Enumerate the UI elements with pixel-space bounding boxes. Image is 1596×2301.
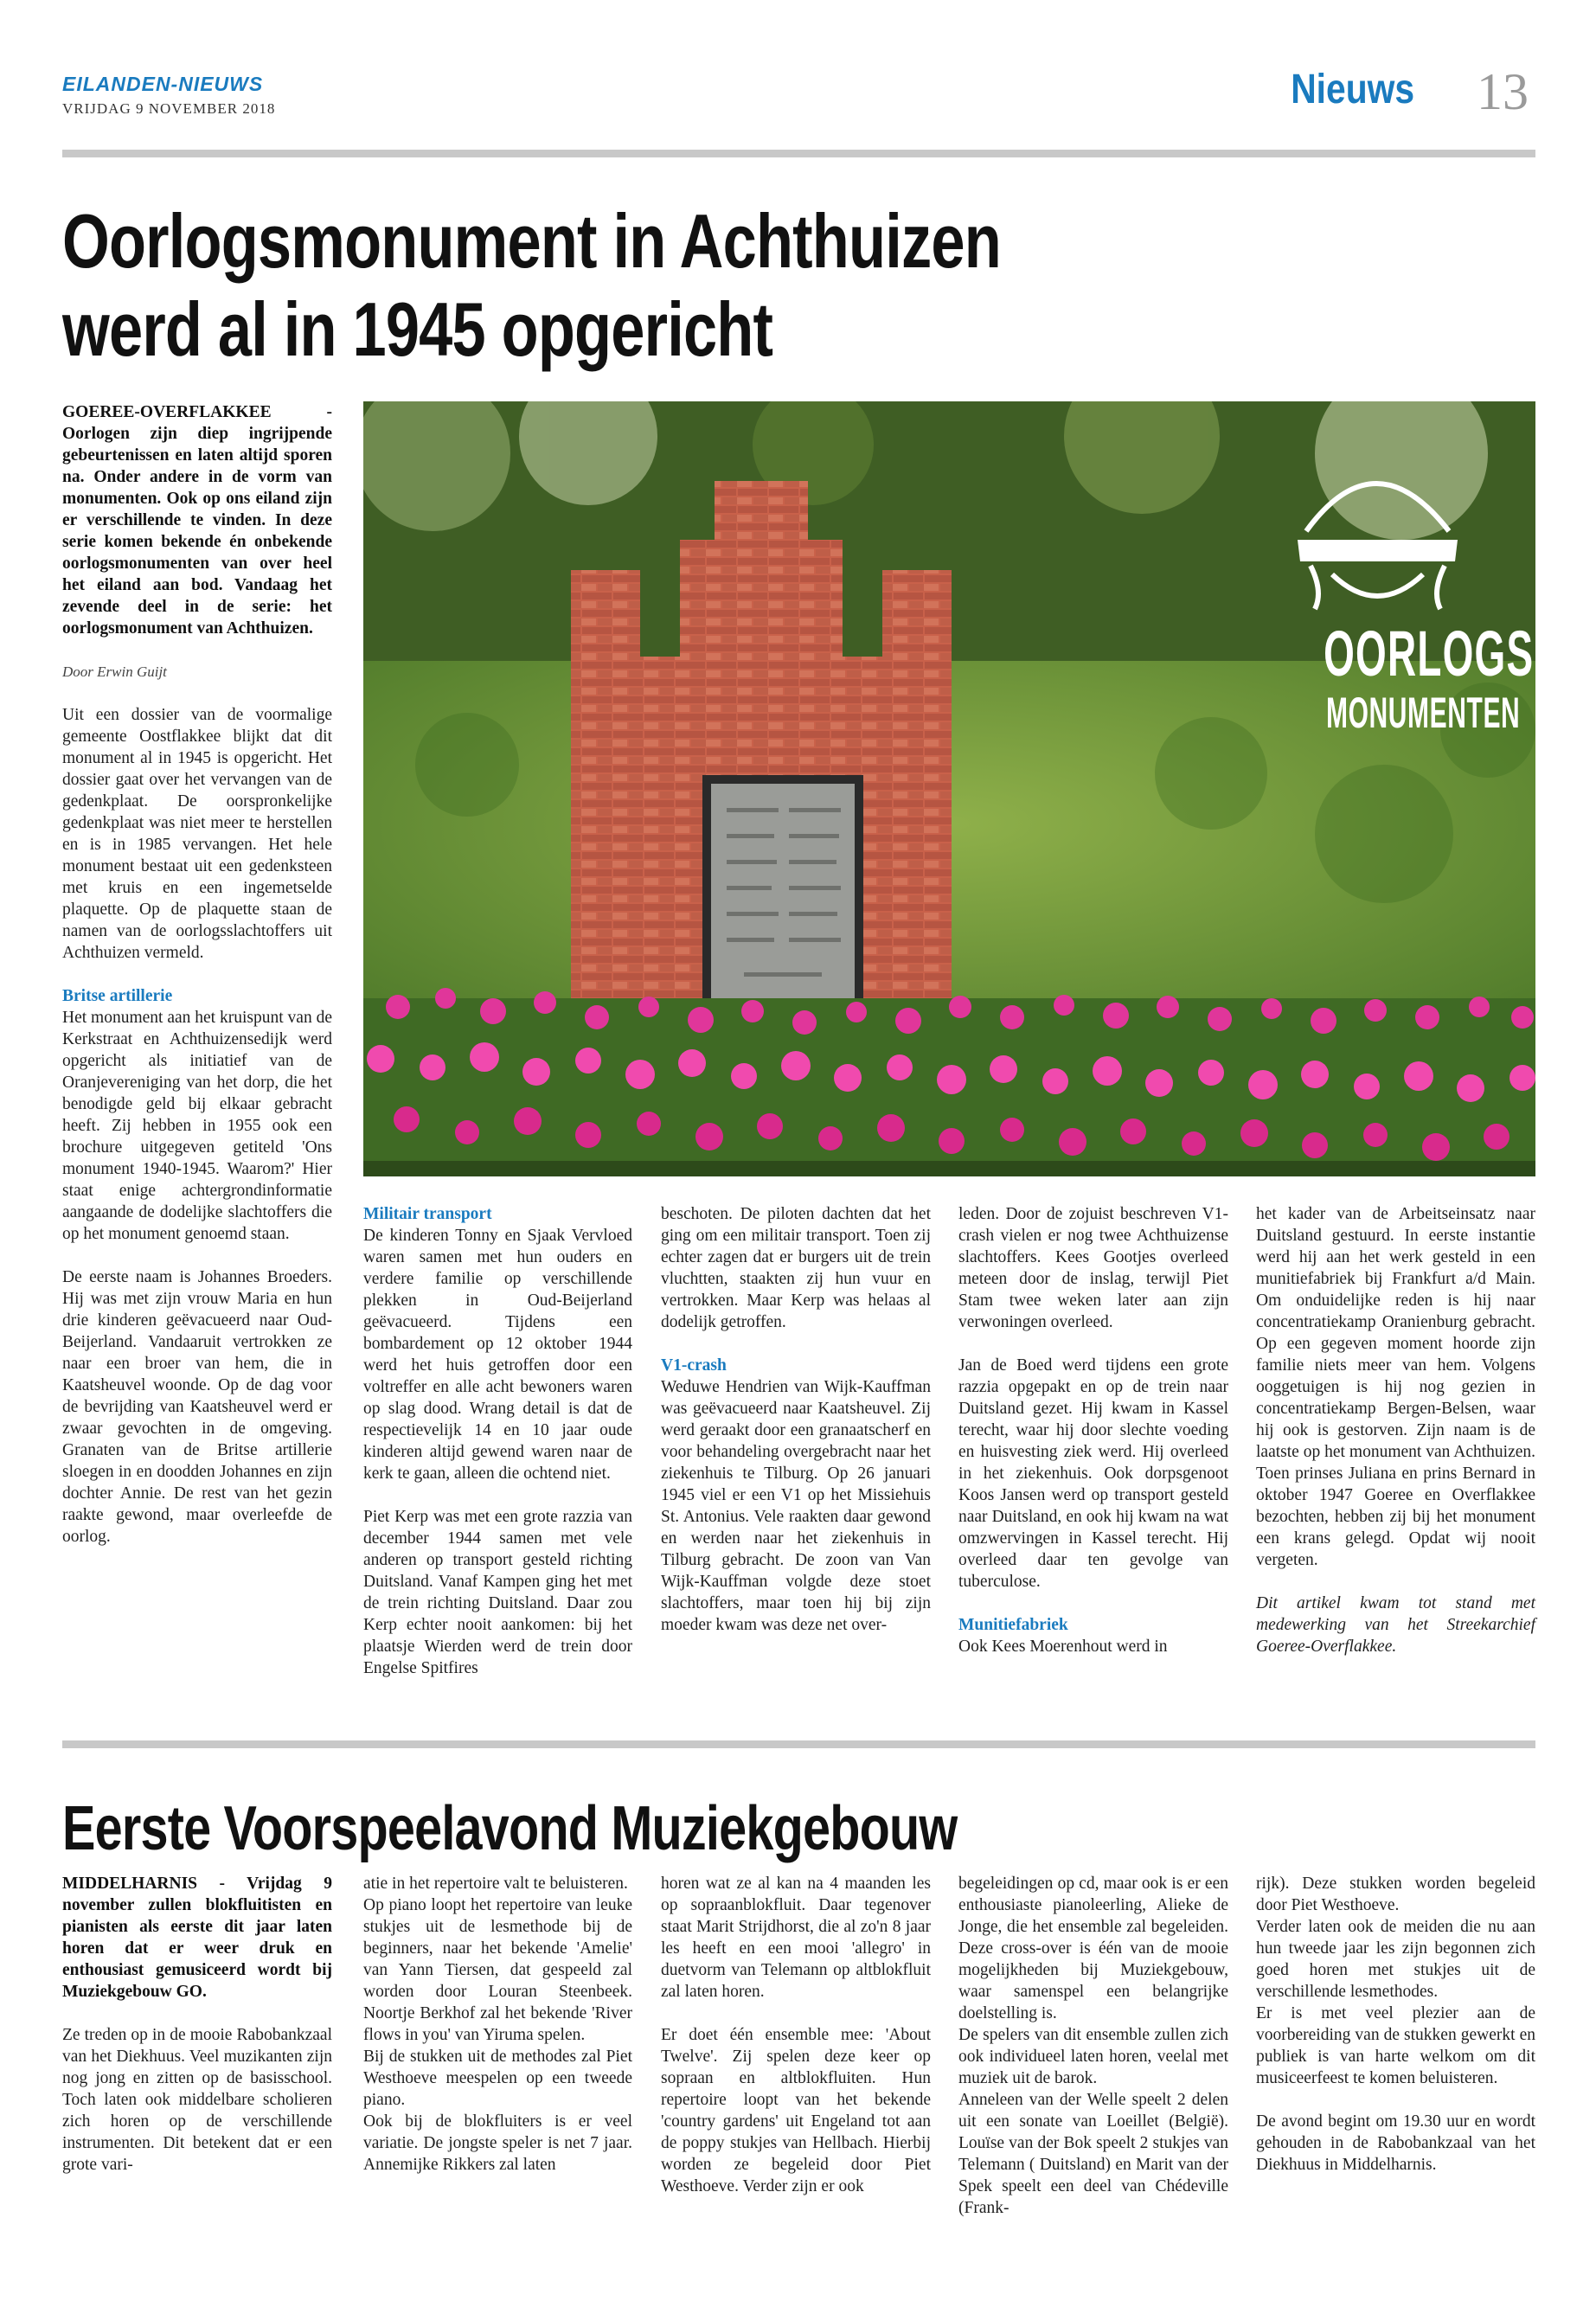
- top-rule: [62, 150, 1535, 157]
- article2-headline: Eerste Voorspeelavond Muziekgebouw: [62, 1794, 958, 1863]
- article-paragraph: Er is met veel plezier aan de voorbereiding van de stukken gewerkt en publiek is van harte welkom om dit musiceerfeest te komen beluisteren.: [1256, 2004, 1535, 2087]
- logo-line-2: MONUMENTEN: [1326, 689, 1521, 737]
- article2-column-4: [958, 1873, 1228, 2219]
- subheading: Militair transport: [363, 1205, 492, 1223]
- section-label: Nieuws: [1291, 67, 1414, 112]
- monument-photo: [363, 401, 1535, 1176]
- masthead: EILANDEN-NIEUWS: [62, 73, 264, 95]
- subheading: Britse artillerie: [62, 987, 173, 1005]
- article-paragraph: Het monument aan het kruispunt van de Kerkstraat en Achthuizensedijk werd opgericht als initiatief van de Oranjevereniging van het dorp, die het benodigde geld bij elkaar gebracht heeft. Zij hebben in 1955 ook een brochure uitgegeven getiteld 'Ons monument 1940-1945. Waarom?' Hier staat enige achtergrondinformatie aangaande de dodelijke slachtoffers die op het monument genoemd staan.: [62, 1009, 332, 1243]
- article2-column-1: [62, 1873, 332, 2197]
- article-paragraph: Ook bij de blokfluiters is er veel variatie. De jongste speler is net 7 jaar. Annemijke Rikkers zal laten: [363, 2112, 632, 2174]
- article-paragraph: atie in het repertoire valt te beluisteren.: [363, 1875, 628, 1893]
- article2-column-3: [661, 1873, 931, 2219]
- article-paragraph: Piet Kerp was met een grote razzia van december 1944 samen met vele anderen op transport gesteld richting Duitsland. Vanaf Kampen ging het met de trein richting Duitsland. Daar zou Kerp echter nooit aankomen: bij het plaatsje Wierden werd de trein door Engelse Spitfires: [363, 1508, 632, 1677]
- article-paragraph: Anneleen van der Welle speelt 2 delen uit een sonate van Loeillet (België). Louïse van der Bok speelt 2 stukjes van Telemann ( Duitsland) en Marit van der Spek speelt een deel van Chédeville (Frank-: [958, 2091, 1228, 2217]
- article-lead: GOEREE-OVERFLAKKEE - Oorlogen zijn diep ingrijpende gebeurtenissen en laten altijd sporen na. Onder andere in de vorm van monumenten. Ook op ons eiland zijn er verschillende te vinden. In deze serie komen bekende én onbekende oorlogsmonumenten van over heel het eiland aan bod. Vandaag het zevende deel in de serie: het oorlogsmonument van Achthuizen.: [62, 403, 332, 638]
- article-paragraph: Ze treden op in de mooie Rabobankzaal van het Diekhuus. Veel muzikanten zijn nog jong en zitten op de basisschool. Toch laten ook middelbare scholieren zich horen op de verschillende instrumenten. Dit betekent dat er een grote vari-: [62, 2026, 332, 2174]
- article-column-1: [62, 401, 332, 1569]
- article-paragraph: rijk). Deze stukken worden begeleid door Piet Westhoeve.: [1256, 1875, 1535, 1914]
- issue-date: VRIJDAG 9 NOVEMBER 2018: [62, 100, 276, 117]
- article-paragraph: beschoten. De piloten dachten dat het ging om een militair transport. Toen zij echter zagen dat er burgers uit de trein vluchtten, staakten zij hun vuur en vertrokken. Maar Kerp was helaas al dodelijk getroffen.: [661, 1205, 931, 1331]
- article-paragraph: Op piano loopt het repertoire van leuke stukjes uit de lesmethode bij de beginners, naar het bekende 'Amelie' van Yann Tiersen, dat gespeeld zal worden door Louran Steenbeek. Noortje Berkhof zal het bekende 'River flows in you' van Yiruma spelen.: [363, 1896, 632, 2044]
- article-paragraph: Bij de stukken uit de methodes zal Piet Westhoeve meespelen op een tweede piano.: [363, 2048, 632, 2109]
- article-paragraph: De eerste naam is Johannes Broeders. Hij was met zijn vrouw Maria en hun drie kinderen geëvacueerd naar Oud-Beijerland. Vandaaruit vertrokken ze naar een broer van hem, die in Kaatsheuvel woonde. Op de dag voor de bevrijding van Kaatsheuvel werd er zwaar gevochten in de omgeving. Granaten van de Britse artillerie sloegen in en doodden Johannes en zijn dochter Annie. De rest van het gezin raakte gewond, maar overleefde de oorlog.: [62, 1268, 332, 1546]
- article-paragraph: het kader van de Arbeitseinsatz naar Duitsland gestuurd. In eerste instantie werd hij aan het werk gesteld in een munitiefabriek bij Frankfurt a/d Main. Om onduidelijke reden is hij naar concentratiekamp Oranienburg gebracht. Op een gegeven moment hoorde zijn familie niets meer van hem. Volgens ooggetuigen is hij nog gezien in concentratiekamp Bergen-Belsen, waar hij ook is gestorven. Zijn naam is de laatste op het monument van Achthuizen. Toen prinses Juliana en prins Bernard in oktober 1947 Goeree en Overflakkee bezochten, hebben zij bij het monument een krans gelegd. Opdat wij nooit vergeten.: [1256, 1205, 1535, 1569]
- logo-line-1: OORLOGS: [1324, 618, 1535, 689]
- article2-column-5: [1256, 1873, 1535, 2197]
- article2-lead: MIDDELHARNIS - Vrijdag 9 november zullen blokfluitisten en pianisten als eerste dit jaar laten horen dat er weer druk en enthousiast gemusiceerd wordt bij Muziekgebouw GO.: [62, 1875, 332, 2001]
- article-paragraph: Ook Kees Moerenhout werd in: [958, 1638, 1168, 1656]
- headline-line-1: Oorlogsmonument in Achthuizen: [62, 198, 1001, 284]
- article-paragraph: De kinderen Tonny en Sjaak Vervloed waren samen met hun ouders en verdere familie op verschillende plekken in Oud-Beijerland geëvacueerd. Tijdens een bombardement op 12 oktober 1944 werd het huis getroffen door een voltreffer en alle acht bewoners waren op slag dood. Wrang detail is dat de respectievelijk 14 en 10 jaar oude kinderen altijd gewend waren naar de kerk te gaan, alleen die ochtend niet.: [363, 1227, 632, 1483]
- article-paragraph: horen wat ze al kan na 4 maanden les op sopraanblokfluit. Daar tegenover staat Marit Strijdhorst, die al zo'n 8 jaar les heeft en een mooi 'allegro' in duetvorm van Telemann op altblokfluit zal laten horen.: [661, 1875, 931, 2001]
- article-paragraph: leden. Door de zojuist beschreven V1-crash vielen er nog twee Achthuizense slachtoffers. Kees Gootjes overleed meteen door de inslag, terwijl Piet Stam twee weken later aan zijn verwoningen overleed.: [958, 1205, 1228, 1331]
- article-paragraph: De avond begint om 19.30 uur en wordt gehouden in de Rabobankzaal van het Diekhuus in Middelharnis.: [1256, 2112, 1535, 2174]
- subheading: V1-crash: [661, 1356, 727, 1375]
- series-logo: [1276, 618, 1535, 737]
- article-paragraph: Verder laten ook de meiden die nu aan hun tweede jaar les zijn begonnen zich goed horen met stukjes uit de verschillende lesmethodes.: [1256, 1918, 1535, 2001]
- article-paragraph: begeleidingen op cd, maar ook is er een enthousiaste pianoleerling, Alieke de Jonge, die het ensemble zal begeleiden. Deze cross-over is één van de mooie mogelijkheden bij Muziekgebouw, waar samenspel een belangrijke doelstelling is.: [958, 1875, 1228, 2022]
- article-paragraph: Er doet één ensemble mee: 'About Twelve'. Zij spelen deze keer op sopraan en altblokfluiten. Hun repertoire loopt van het bekende 'country gardens' uit Engeland tot aan de poppy stukjes van Hellbach. Hierbij worden ze begeleid door Piet Westhoeve. Verder zijn er ook: [661, 2026, 931, 2195]
- page-number: 13: [1477, 63, 1529, 120]
- article-column-4: [958, 1203, 1228, 1679]
- subheading: Munitiefabriek: [958, 1616, 1068, 1634]
- article-paragraph: De spelers van dit ensemble zullen zich ook individueel laten horen, veelal met muziek uit de barok.: [958, 2026, 1228, 2087]
- monument-photo-graphic: [363, 401, 1535, 1176]
- article-paragraph: Weduwe Hendrien van Wijk-Kauffman was geëvacueerd naar Kaatsheuvel. Zij werd geraakt door een granaatscherf en voor behandeling overgebracht naar het ziekenhuis te Tilburg. Op 26 januari 1945 viel er een V1 op het Missiehuis St. Antonius. Vele raakten daar gewond en werden naar het ziekenhuis in Tilburg gebracht. De zoon van Van Wijk-Kauffman volgde deze stoet slachtoffers, maar toen hij bij zijn moeder kwam was deze net over-: [661, 1378, 931, 1634]
- byline: Door Erwin Guijt: [62, 663, 167, 680]
- article-column-5: [1256, 1203, 1535, 1679]
- article-column-2: [363, 1203, 632, 1701]
- article-paragraph: Uit een dossier van de voormalige gemeente Oostflakkee blijkt dat dit monument al in 1945 is opgericht. Het dossier gaat over het vervangen van de gedenkplaat. De oorspronkelijke gedenkplaat was niet meer te herstellen en is in 1985 vervangen. Het hele monument bestaat uit een gedenksteen met kruis en een ingemetselde plaquette. Op de plaquette staan de namen van de oorlogsslachtoffers uit Achthuizen vermeld.: [62, 706, 332, 962]
- article-credit: Dit artikel kwam tot stand met medewerking van het Streekarchief Goeree-Overflakkee.: [1256, 1594, 1535, 1656]
- article-column-3: [661, 1203, 931, 1657]
- headline-line-2: werd al in 1945 opgericht: [62, 286, 773, 372]
- article-headline: [62, 197, 1100, 374]
- article-paragraph: Jan de Boed werd tijdens een grote razzia opgepakt en op de trein naar Duitsland gezet. Hij kwam in Kassel terecht, waar hij door slechte voeding en huisvesting ziek werd. Hij overleed in het ziekenhuis. Ook dorpsgenoot Koos Jansen werd op transport gesteld naar Duitsland, en ook hij kwam na wat omzwervingen in Kassel terecht. Hij overleed daar ten gevolge van tuberculose.: [958, 1356, 1228, 1591]
- section-divider: [62, 1740, 1535, 1748]
- article2-column-2: [363, 1873, 632, 2176]
